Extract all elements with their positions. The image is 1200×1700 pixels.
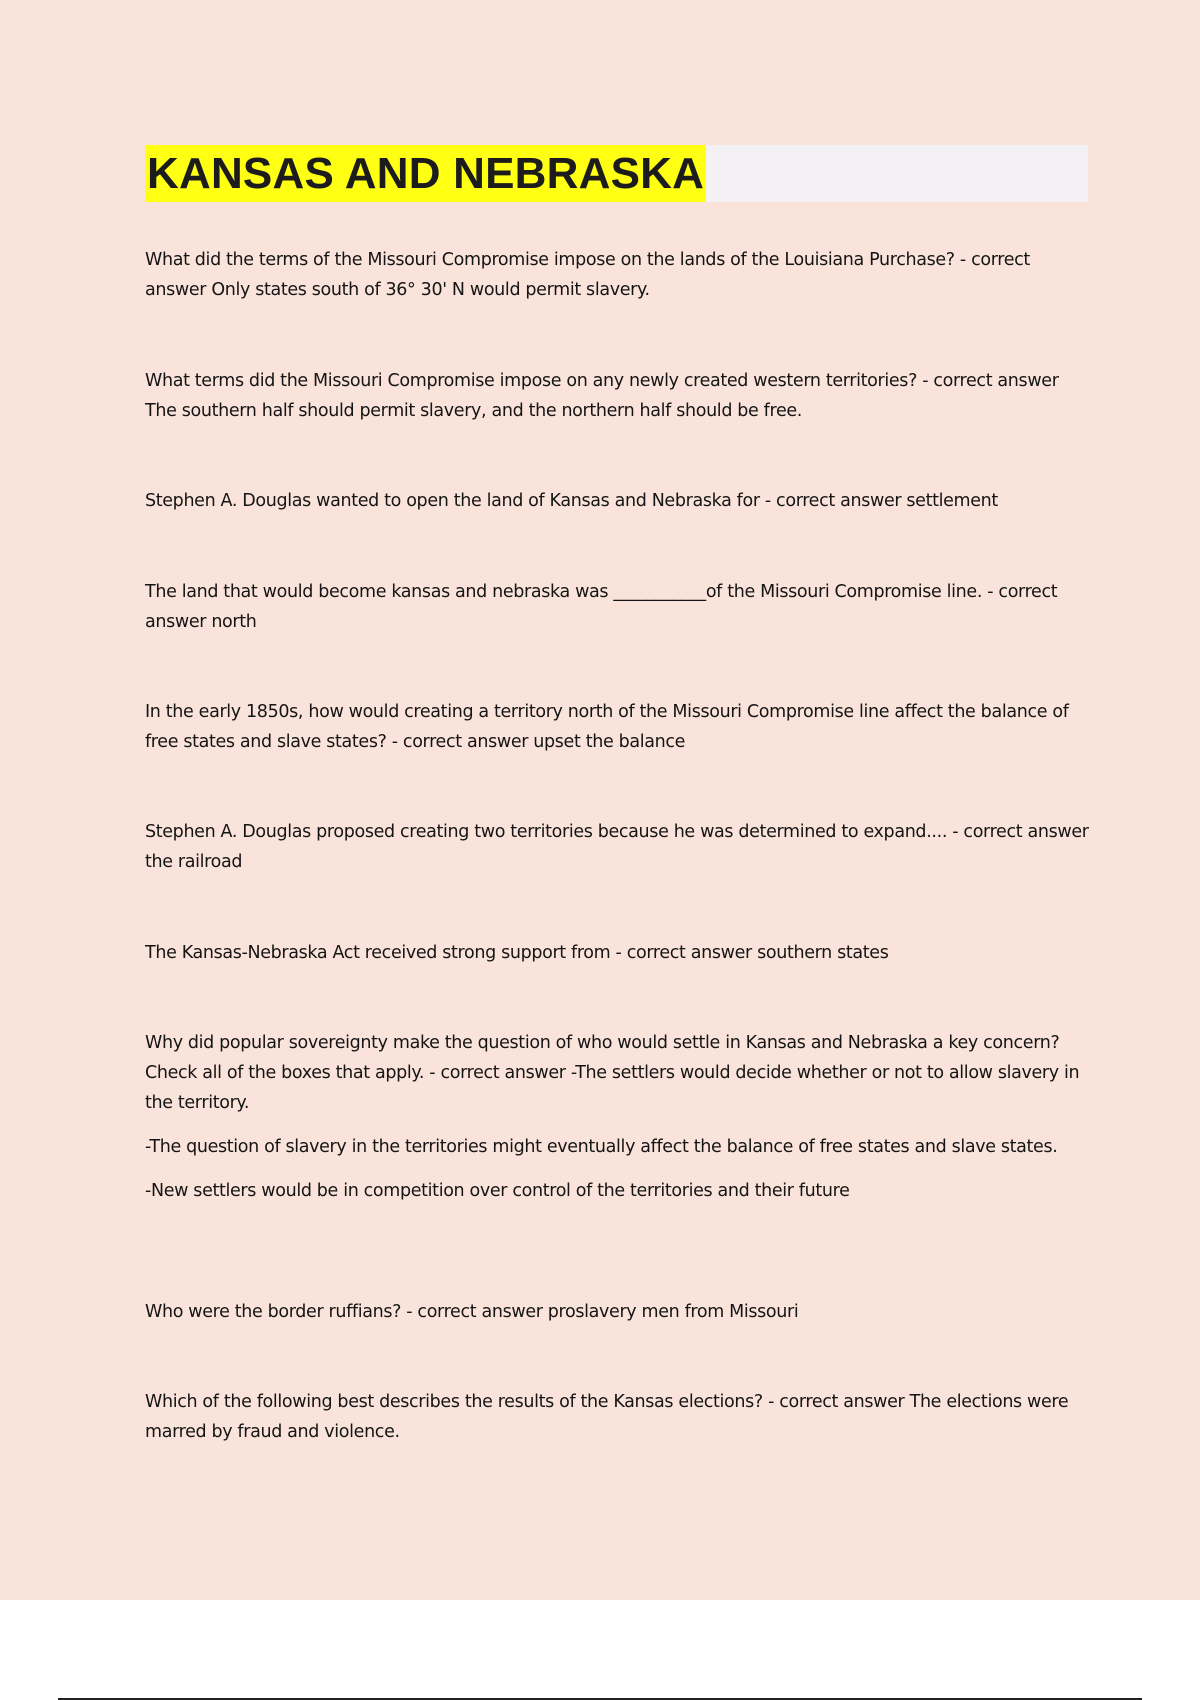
qa-item-5 bbox=[145, 697, 1090, 771]
qa-item-6 bbox=[145, 817, 1090, 891]
qa-text: Which of the following best describes the results of the Kansas elections? - correct answer The elections were marred by fraud and violence. bbox=[145, 1392, 1069, 1442]
qa-text: Who were the border ruffians? - correct answer proslavery men from Missouri bbox=[145, 1302, 799, 1322]
qa-item-2 bbox=[145, 366, 1090, 440]
qa-answer-line: -New settlers would be in competition over control of the territories and their future bbox=[145, 1181, 850, 1201]
qa-text: In the early 1850s, how would creating a territory north of the Missouri Compromise line affect the balance of free states and slave states? - correct answer upset the balance bbox=[145, 702, 1069, 752]
qa-text: What terms did the Missouri Compromise impose on any newly created western territories? - correct answer The southern half should permit slavery, and the northern half should be free. bbox=[145, 371, 1059, 421]
qa-item-1 bbox=[145, 245, 1090, 319]
qa-text: What did the terms of the Missouri Compromise impose on the lands of the Louisiana Purchase? - correct answer Only states south of 36° 30' N would permit slavery. bbox=[145, 250, 1030, 300]
qa-item-7 bbox=[145, 938, 1090, 982]
qa-text: Stephen A. Douglas wanted to open the land of Kansas and Nebraska for - correct answer settlement bbox=[145, 491, 998, 511]
qa-item-3 bbox=[145, 486, 1090, 530]
qa-text: Why did popular sovereignty make the question of who would settle in Kansas and Nebraska a key concern?Check all of the boxes that apply. - correct answer -The settlers would decide whether or not to allow slavery in the territory. bbox=[145, 1033, 1080, 1113]
qa-text: The land that would become kansas and nebraska was ___________of the Missouri Compromise line. - correct answer north bbox=[145, 582, 1058, 632]
qa-item-9 bbox=[145, 1297, 1090, 1341]
qa-text: The Kansas-Nebraska Act received strong support from - correct answer southern states bbox=[145, 943, 889, 963]
qa-item-8 bbox=[145, 1028, 1090, 1220]
qa-answer-line: -The question of slavery in the territories might eventually affect the balance of free states and slave states. bbox=[145, 1137, 1058, 1157]
document-title: KANSAS AND NEBRASKA bbox=[145, 145, 706, 202]
qa-item-10 bbox=[145, 1387, 1090, 1461]
qa-text: Stephen A. Douglas proposed creating two territories because he was determined to expand.... - correct answer the railroad bbox=[145, 822, 1089, 872]
title-bar bbox=[145, 145, 1088, 202]
qa-item-4 bbox=[145, 577, 1090, 651]
